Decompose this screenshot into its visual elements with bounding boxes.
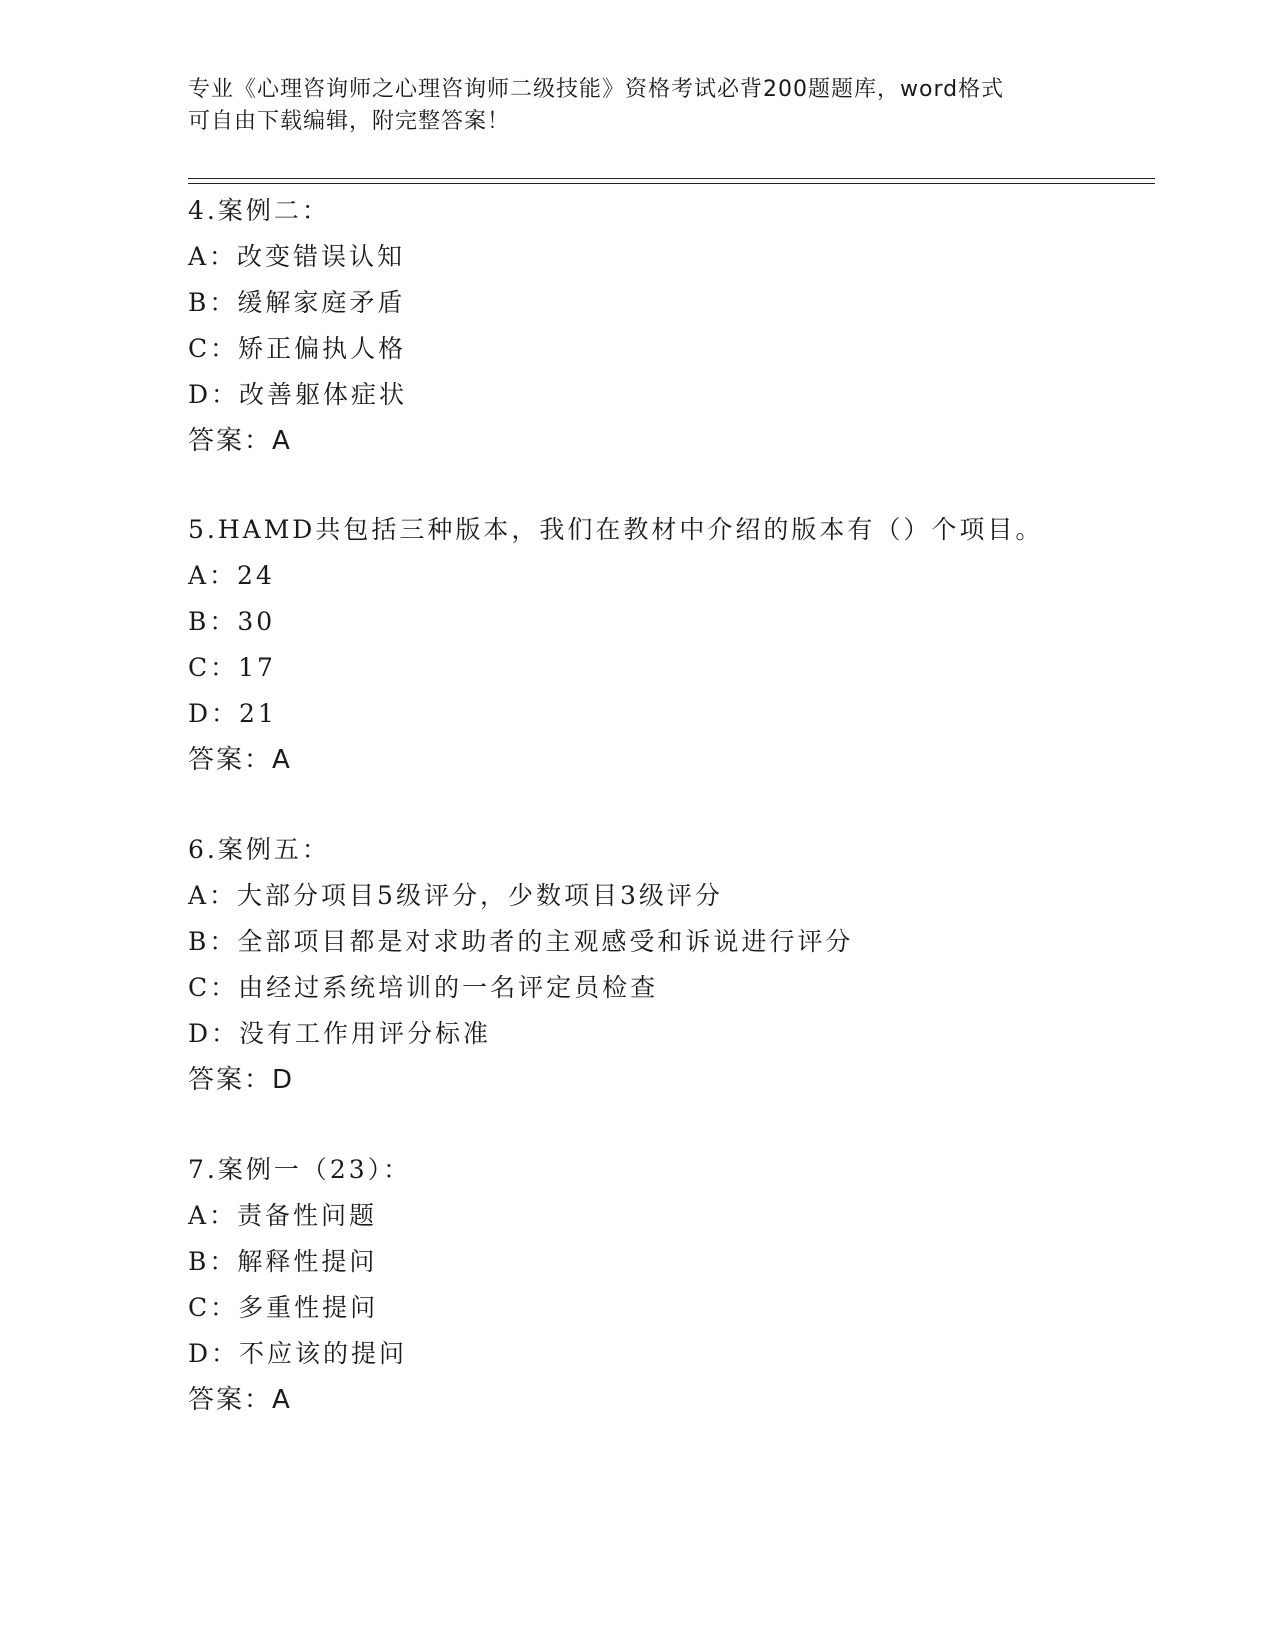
header-divider-bottom	[188, 183, 1155, 184]
question-title: 4.案例二：	[188, 196, 330, 225]
option-c: C：17	[188, 653, 276, 682]
option-c: C：矫正偏执人格	[188, 334, 407, 363]
option-c: C：多重性提问	[188, 1293, 379, 1322]
header-line-1: 专业《心理咨询师之心理咨询师二级技能》资格考试必背200题题库，word格式	[188, 77, 1005, 102]
question-block	[188, 1147, 1148, 1423]
question-block	[188, 507, 1148, 783]
answer-label: 答案：A	[188, 745, 292, 775]
option-a: A：24	[188, 561, 275, 590]
question-block	[188, 827, 1148, 1103]
header-line-2: 可自由下载编辑，附完整答案！	[188, 109, 511, 134]
option-d: D：不应该的提问	[188, 1339, 408, 1368]
option-d: D：21	[188, 699, 277, 728]
option-b: B：缓解家庭矛盾	[188, 288, 406, 317]
option-a: A：大部分项目5级评分，少数项目3级评分	[188, 881, 723, 910]
option-d: D：没有工作用评分标准	[188, 1019, 492, 1048]
option-a: A：改变错误认知	[188, 242, 406, 271]
question-title: 6.案例五：	[188, 835, 330, 864]
question-block	[188, 188, 1148, 464]
question-title: 5.HAMD共包括三种版本，我们在教材中介绍的版本有（）个项目。	[188, 515, 1044, 544]
answer-label: 答案：D	[188, 1065, 295, 1095]
option-b: B：全部项目都是对求助者的主观感受和诉说进行评分	[188, 927, 854, 956]
header-divider-top	[188, 178, 1155, 179]
document-header	[188, 74, 1088, 138]
option-d: D：改善躯体症状	[188, 380, 408, 409]
option-c: C：由经过系统培训的一名评定员检查	[188, 973, 659, 1002]
option-a: A：责备性问题	[188, 1201, 378, 1230]
answer-label: 答案：A	[188, 1385, 292, 1415]
option-b: B：解释性提问	[188, 1247, 378, 1276]
question-title: 7.案例一（23）：	[188, 1155, 412, 1184]
option-b: B：30	[188, 607, 276, 636]
answer-label: 答案：A	[188, 426, 292, 456]
